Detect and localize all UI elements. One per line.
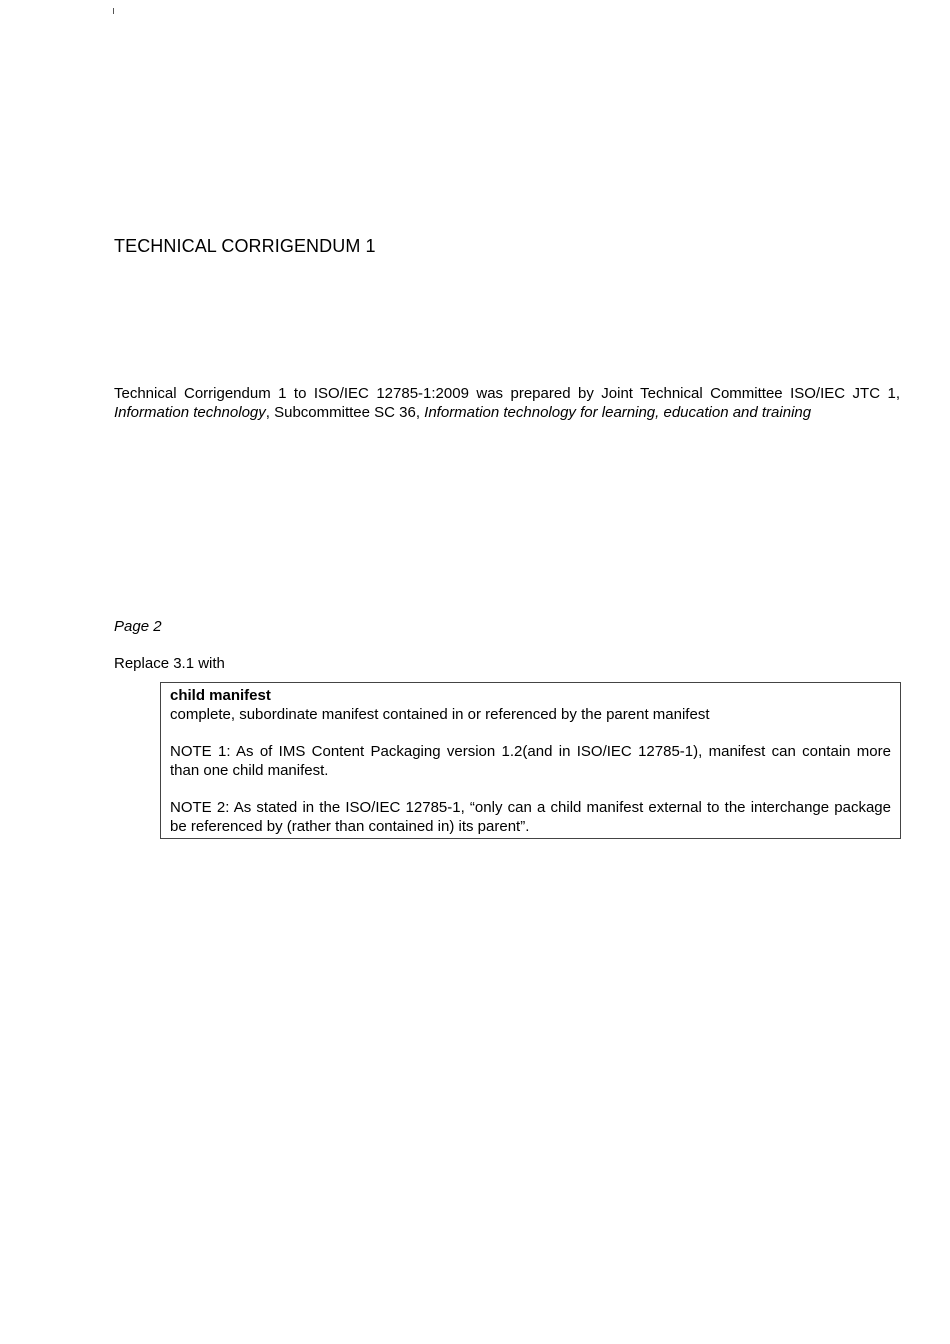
intro-text-part-2: , Subcommittee SC 36, (265, 403, 425, 421)
page-corner-mark (113, 8, 114, 14)
definition-box (160, 682, 901, 839)
committee-name: Information technology (114, 403, 266, 421)
definition-note-2: NOTE 2: As stated in the ISO/IEC 12785-1, “only can a child manifest external to the interchange package be referenced by (rather than contained in) its parent”. (170, 799, 891, 835)
subcommittee-name: Information technology for learning, education and training (424, 403, 812, 421)
page-reference: Page 2 (114, 618, 162, 635)
definition-text: complete, subordinate manifest contained in or referenced by the parent manifest (170, 706, 710, 723)
definition-term: child manifest (170, 687, 271, 704)
intro-text-part-1: Technical Corrigendum 1 to ISO/IEC 12785-1:2009 was prepared by Joint Technical Committee ISO/IEC JTC 1, (114, 385, 900, 402)
definition-note-1: NOTE 1: As of IMS Content Packaging version 1.2(and in ISO/IEC 12785-1), manifest can contain more than one child manifest. (170, 743, 891, 779)
document-title: TECHNICAL CORRIGENDUM 1 (114, 236, 376, 256)
intro-paragraph (114, 385, 900, 422)
replace-instruction: Replace 3.1 with (114, 655, 225, 672)
